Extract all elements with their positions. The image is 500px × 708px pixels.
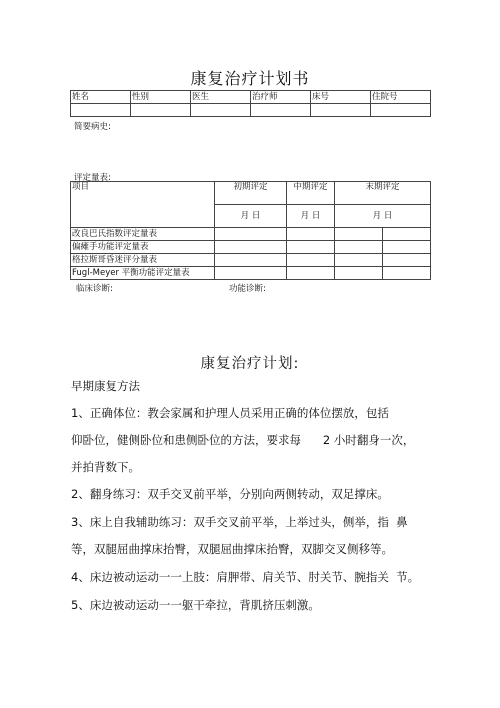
scale-row-label: Fugl-Meyer 平衡功能评定量表 [71, 267, 215, 280]
page-title: 康复治疗计划书 [190, 69, 310, 88]
scale-cell [383, 254, 431, 267]
scale-row-label: 偏瘫手功能评定量表 [71, 241, 215, 254]
early-method-heading: 早期康复方法 [71, 379, 140, 393]
scale-cell [215, 228, 287, 241]
col-mid-header: 中期评定 [287, 182, 335, 205]
value-doctor [191, 104, 251, 117]
scale-cell [287, 267, 335, 280]
scale-cell [287, 228, 335, 241]
scale-cell [335, 254, 383, 267]
assessment-scale-label: 评定量表: [74, 173, 111, 183]
value-bed-number [311, 104, 371, 117]
scale-cell [215, 254, 287, 267]
plan-item-line: 2、翻身练习：双手交叉前平举，分别向两侧转动，双足撑床。 [71, 487, 389, 501]
assessment-table [70, 181, 431, 280]
col-item-header: 项目 [71, 182, 215, 228]
final-date: 月 日 [335, 205, 431, 228]
brief-history-label: 简要病史: [74, 122, 111, 132]
plan-item-line: 仰卧位，健侧卧位和患侧卧位的方法，要求每 2 小时翻身一次， [71, 433, 415, 447]
header-therapist: 治疗师 [251, 91, 311, 104]
plan-item-line: 并拍背数下。 [71, 460, 140, 474]
scale-cell [335, 228, 383, 241]
plan-item-line: 3、床上自我辅助练习：双手交叉前平举，上举过头，侧举，指 鼻 [71, 515, 408, 529]
scale-cell [383, 241, 431, 254]
value-admission-number [371, 104, 431, 117]
header-bed-number: 床号 [311, 91, 371, 104]
scale-cell [287, 241, 335, 254]
scale-cell [383, 267, 431, 280]
clinical-diagnosis-label: 临床诊断: [76, 284, 113, 294]
plan-item-line: 4、床边被动运动一一上肢：肩胛带、肩关节、肘关节、腕指关 节。 [71, 570, 420, 584]
scale-cell [287, 254, 335, 267]
col-initial-header: 初期评定 [215, 182, 287, 205]
scale-row-label: 格拉斯哥昏迷评分量表 [71, 254, 215, 267]
col-final-header: 末期评定 [335, 182, 431, 205]
value-therapist [251, 104, 311, 117]
scale-row-label: 改良巴氏指数评定量表 [71, 228, 215, 241]
patient-info-table [70, 90, 431, 117]
header-name: 姓名 [71, 91, 131, 104]
plan-item-line: 5、床边被动运动一一躯干牵拉，背肌挤压刺激。 [71, 598, 320, 612]
scale-cell [215, 267, 287, 280]
plan-title: 康复治疗计划: [200, 356, 300, 372]
value-gender [131, 104, 191, 117]
header-admission-number: 住院号 [371, 91, 431, 104]
plan-item-line: 1、正确体位：教会家属和护理人员采用正确的体位摆放，包括 [71, 406, 389, 420]
functional-diagnosis-label: 功能诊断: [229, 284, 266, 294]
scale-cell [335, 241, 383, 254]
scale-cell [383, 228, 431, 241]
header-gender: 性别 [131, 91, 191, 104]
initial-date: 月 日 [215, 205, 287, 228]
plan-item-line: 等，双腿屈曲撑床抬臀，双腿屈曲撑床抬臀，双脚交叉侧移等。 [71, 542, 393, 556]
header-doctor: 医生 [191, 91, 251, 104]
value-name [71, 104, 131, 117]
scale-cell [335, 267, 383, 280]
scale-cell [215, 241, 287, 254]
mid-date: 月 日 [287, 205, 335, 228]
